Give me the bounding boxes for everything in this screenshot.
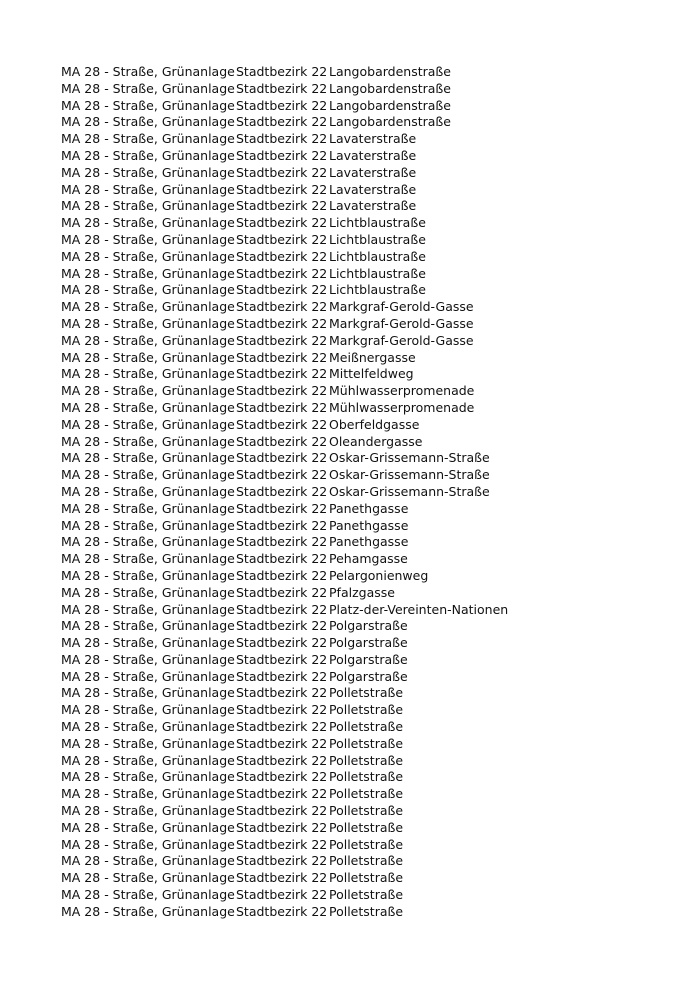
street-cell: Lavaterstraße (329, 147, 417, 163)
district-cell: Stadtbezirk 22 (236, 769, 328, 785)
district-cell: Stadtbezirk 22 (236, 618, 328, 634)
table-row (61, 282, 681, 299)
table-row (61, 350, 681, 367)
department-cell: MA 28 - Straße, Grünanlage (61, 601, 235, 617)
street-cell: Polletstraße (329, 702, 404, 718)
department-cell: MA 28 - Straße, Grünanlage (61, 584, 235, 600)
department-cell: MA 28 - Straße, Grünanlage (61, 719, 235, 735)
street-cell: Lavaterstraße (329, 198, 417, 214)
table-row (61, 215, 681, 232)
district-cell: Stadtbezirk 22 (236, 315, 328, 331)
table-row (61, 685, 681, 702)
table-row (61, 618, 681, 635)
district-cell: Stadtbezirk 22 (236, 719, 328, 735)
department-cell: MA 28 - Straße, Grünanlage (61, 735, 235, 751)
street-cell: Lavaterstraße (329, 131, 417, 147)
street-cell: Polletstraße (329, 719, 404, 735)
table-row (61, 853, 681, 870)
street-cell: Platz-der-Vereinten-Nationen (329, 601, 509, 617)
department-cell: MA 28 - Straße, Grünanlage (61, 282, 235, 298)
district-cell: Stadtbezirk 22 (236, 97, 328, 113)
table-row (61, 450, 681, 467)
district-cell: Stadtbezirk 22 (236, 735, 328, 751)
district-cell: Stadtbezirk 22 (236, 551, 328, 567)
table-row (61, 400, 681, 417)
department-cell: MA 28 - Straße, Grünanlage (61, 702, 235, 718)
department-cell: MA 28 - Straße, Grünanlage (61, 803, 235, 819)
district-cell: Stadtbezirk 22 (236, 819, 328, 835)
table-row (61, 820, 681, 837)
table-row (61, 249, 681, 266)
street-cell: Polletstraße (329, 803, 404, 819)
department-cell: MA 28 - Straße, Grünanlage (61, 366, 235, 382)
table-row (61, 333, 681, 350)
street-cell: Panethgasse (329, 534, 409, 550)
district-cell: Stadtbezirk 22 (236, 651, 328, 667)
department-cell: MA 28 - Straße, Grünanlage (61, 332, 235, 348)
district-cell: Stadtbezirk 22 (236, 131, 328, 147)
department-cell: MA 28 - Straße, Grünanlage (61, 685, 235, 701)
table-row (61, 299, 681, 316)
street-cell: Langobardenstraße (329, 97, 451, 113)
department-cell: MA 28 - Straße, Grünanlage (61, 668, 235, 684)
district-cell: Stadtbezirk 22 (236, 534, 328, 550)
department-cell: MA 28 - Straße, Grünanlage (61, 500, 235, 516)
department-cell: MA 28 - Straße, Grünanlage (61, 399, 235, 415)
street-cell: Panethgasse (329, 517, 409, 533)
table-row (61, 467, 681, 484)
street-cell: Oleandergasse (329, 433, 423, 449)
street-cell: Polletstraße (329, 685, 404, 701)
district-cell: Stadtbezirk 22 (236, 282, 328, 298)
district-cell: Stadtbezirk 22 (236, 332, 328, 348)
department-cell: MA 28 - Straße, Grünanlage (61, 819, 235, 835)
table-row (61, 904, 681, 921)
district-cell: Stadtbezirk 22 (236, 500, 328, 516)
department-cell: MA 28 - Straße, Grünanlage (61, 164, 235, 180)
street-cell: Langobardenstraße (329, 64, 451, 79)
department-cell: MA 28 - Straße, Grünanlage (61, 635, 235, 651)
street-cell: Pfalzgasse (329, 584, 395, 600)
department-cell: MA 28 - Straße, Grünanlage (61, 181, 235, 197)
district-cell: Stadtbezirk 22 (236, 803, 328, 819)
street-cell: Lichtblaustraße (329, 265, 426, 281)
department-cell: MA 28 - Straße, Grünanlage (61, 752, 235, 768)
district-cell: Stadtbezirk 22 (236, 483, 328, 499)
department-cell: MA 28 - Straße, Grünanlage (61, 315, 235, 331)
department-cell: MA 28 - Straße, Grünanlage (61, 147, 235, 163)
district-cell: Stadtbezirk 22 (236, 64, 328, 79)
district-cell: Stadtbezirk 22 (236, 349, 328, 365)
district-cell: Stadtbezirk 22 (236, 198, 328, 214)
street-cell: Lavaterstraße (329, 164, 417, 180)
table-row (61, 753, 681, 770)
street-cell: Polletstraße (329, 836, 404, 852)
district-cell: Stadtbezirk 22 (236, 887, 328, 903)
district-cell: Stadtbezirk 22 (236, 114, 328, 130)
street-cell: Panethgasse (329, 500, 409, 516)
table-row (61, 114, 681, 131)
street-cell: Lichtblaustraße (329, 248, 426, 264)
street-cell: Mühlwasserpromenade (329, 399, 475, 415)
department-cell: MA 28 - Straße, Grünanlage (61, 349, 235, 365)
table-row (61, 719, 681, 736)
table-row (61, 81, 681, 98)
district-cell: Stadtbezirk 22 (236, 702, 328, 718)
table-row (61, 198, 681, 215)
district-cell: Stadtbezirk 22 (236, 786, 328, 802)
district-cell: Stadtbezirk 22 (236, 80, 328, 96)
district-cell: Stadtbezirk 22 (236, 383, 328, 399)
table-row (61, 568, 681, 585)
department-cell: MA 28 - Straße, Grünanlage (61, 215, 235, 231)
street-cell: Polgarstraße (329, 651, 408, 667)
street-cell: Polletstraße (329, 769, 404, 785)
department-cell: MA 28 - Straße, Grünanlage (61, 887, 235, 903)
table-row (61, 484, 681, 501)
table-row (61, 316, 681, 333)
department-cell: MA 28 - Straße, Grünanlage (61, 231, 235, 247)
department-cell: MA 28 - Straße, Grünanlage (61, 131, 235, 147)
table-row (61, 64, 681, 81)
table-row (61, 702, 681, 719)
district-cell: Stadtbezirk 22 (236, 450, 328, 466)
district-cell: Stadtbezirk 22 (236, 584, 328, 600)
department-cell: MA 28 - Straße, Grünanlage (61, 114, 235, 130)
table-row (61, 803, 681, 820)
district-cell: Stadtbezirk 22 (236, 265, 328, 281)
department-cell: MA 28 - Straße, Grünanlage (61, 534, 235, 550)
street-cell: Langobardenstraße (329, 80, 451, 96)
table-row (61, 383, 681, 400)
table-row (61, 652, 681, 669)
department-cell: MA 28 - Straße, Grünanlage (61, 416, 235, 432)
department-cell: MA 28 - Straße, Grünanlage (61, 567, 235, 583)
street-cell: Polletstraße (329, 870, 404, 886)
street-cell: Polletstraße (329, 735, 404, 751)
district-cell: Stadtbezirk 22 (236, 231, 328, 247)
department-cell: MA 28 - Straße, Grünanlage (61, 903, 235, 919)
district-cell: Stadtbezirk 22 (236, 416, 328, 432)
table-row (61, 98, 681, 115)
table-row (61, 786, 681, 803)
street-cell: Markgraf-Gerold-Gasse (329, 332, 474, 348)
department-cell: MA 28 - Straße, Grünanlage (61, 483, 235, 499)
district-cell: Stadtbezirk 22 (236, 668, 328, 684)
street-cell: Polletstraße (329, 819, 404, 835)
street-cell: Mühlwasserpromenade (329, 383, 475, 399)
district-cell: Stadtbezirk 22 (236, 567, 328, 583)
district-cell: Stadtbezirk 22 (236, 433, 328, 449)
district-cell: Stadtbezirk 22 (236, 903, 328, 919)
department-cell: MA 28 - Straße, Grünanlage (61, 80, 235, 96)
table-row (61, 518, 681, 535)
table-row (61, 232, 681, 249)
district-cell: Stadtbezirk 22 (236, 147, 328, 163)
table-row (61, 182, 681, 199)
street-cell: Polgarstraße (329, 618, 408, 634)
table-row (61, 602, 681, 619)
street-cell: Mittelfeldweg (329, 366, 414, 382)
street-list-table (61, 64, 681, 921)
street-cell: Pelargonienweg (329, 567, 429, 583)
street-cell: Oskar-Grissemann-Straße (329, 467, 490, 483)
department-cell: MA 28 - Straße, Grünanlage (61, 651, 235, 667)
department-cell: MA 28 - Straße, Grünanlage (61, 786, 235, 802)
district-cell: Stadtbezirk 22 (236, 164, 328, 180)
district-cell: Stadtbezirk 22 (236, 399, 328, 415)
table-row (61, 887, 681, 904)
department-cell: MA 28 - Straße, Grünanlage (61, 383, 235, 399)
table-row (61, 534, 681, 551)
table-row (61, 366, 681, 383)
department-cell: MA 28 - Straße, Grünanlage (61, 618, 235, 634)
department-cell: MA 28 - Straße, Grünanlage (61, 517, 235, 533)
street-cell: Lichtblaustraße (329, 282, 426, 298)
street-cell: Polletstraße (329, 903, 404, 919)
street-cell: Polgarstraße (329, 668, 408, 684)
department-cell: MA 28 - Straße, Grünanlage (61, 433, 235, 449)
district-cell: Stadtbezirk 22 (236, 181, 328, 197)
department-cell: MA 28 - Straße, Grünanlage (61, 450, 235, 466)
district-cell: Stadtbezirk 22 (236, 635, 328, 651)
street-cell: Oberfeldgasse (329, 416, 420, 432)
table-row (61, 837, 681, 854)
department-cell: MA 28 - Straße, Grünanlage (61, 64, 235, 79)
street-cell: Markgraf-Gerold-Gasse (329, 299, 474, 315)
district-cell: Stadtbezirk 22 (236, 366, 328, 382)
street-cell: Polletstraße (329, 752, 404, 768)
table-row (61, 266, 681, 283)
street-cell: Polletstraße (329, 887, 404, 903)
department-cell: MA 28 - Straße, Grünanlage (61, 836, 235, 852)
street-cell: Polletstraße (329, 853, 404, 869)
department-cell: MA 28 - Straße, Grünanlage (61, 97, 235, 113)
department-cell: MA 28 - Straße, Grünanlage (61, 248, 235, 264)
street-cell: Oskar-Grissemann-Straße (329, 450, 490, 466)
street-cell: Pehamgasse (329, 551, 408, 567)
district-cell: Stadtbezirk 22 (236, 467, 328, 483)
table-row (61, 635, 681, 652)
district-cell: Stadtbezirk 22 (236, 299, 328, 315)
district-cell: Stadtbezirk 22 (236, 870, 328, 886)
table-row (61, 417, 681, 434)
street-cell: Meißnergasse (329, 349, 416, 365)
table-row (61, 165, 681, 182)
district-cell: Stadtbezirk 22 (236, 248, 328, 264)
table-row (61, 434, 681, 451)
table-row (61, 769, 681, 786)
table-row (61, 148, 681, 165)
district-cell: Stadtbezirk 22 (236, 752, 328, 768)
department-cell: MA 28 - Straße, Grünanlage (61, 467, 235, 483)
district-cell: Stadtbezirk 22 (236, 215, 328, 231)
department-cell: MA 28 - Straße, Grünanlage (61, 265, 235, 281)
district-cell: Stadtbezirk 22 (236, 601, 328, 617)
department-cell: MA 28 - Straße, Grünanlage (61, 299, 235, 315)
street-cell: Lichtblaustraße (329, 231, 426, 247)
table-row (61, 585, 681, 602)
street-cell: Oskar-Grissemann-Straße (329, 483, 490, 499)
district-cell: Stadtbezirk 22 (236, 853, 328, 869)
street-cell: Lichtblaustraße (329, 215, 426, 231)
table-row (61, 131, 681, 148)
department-cell: MA 28 - Straße, Grünanlage (61, 769, 235, 785)
district-cell: Stadtbezirk 22 (236, 517, 328, 533)
table-row (61, 501, 681, 518)
table-row (61, 870, 681, 887)
street-cell: Lavaterstraße (329, 181, 417, 197)
department-cell: MA 28 - Straße, Grünanlage (61, 870, 235, 886)
street-cell: Polletstraße (329, 786, 404, 802)
table-row (61, 551, 681, 568)
district-cell: Stadtbezirk 22 (236, 836, 328, 852)
department-cell: MA 28 - Straße, Grünanlage (61, 853, 235, 869)
street-cell: Langobardenstraße (329, 114, 451, 130)
district-cell: Stadtbezirk 22 (236, 685, 328, 701)
street-cell: Markgraf-Gerold-Gasse (329, 315, 474, 331)
table-row (61, 669, 681, 686)
street-cell: Polgarstraße (329, 635, 408, 651)
department-cell: MA 28 - Straße, Grünanlage (61, 551, 235, 567)
table-row (61, 736, 681, 753)
department-cell: MA 28 - Straße, Grünanlage (61, 198, 235, 214)
